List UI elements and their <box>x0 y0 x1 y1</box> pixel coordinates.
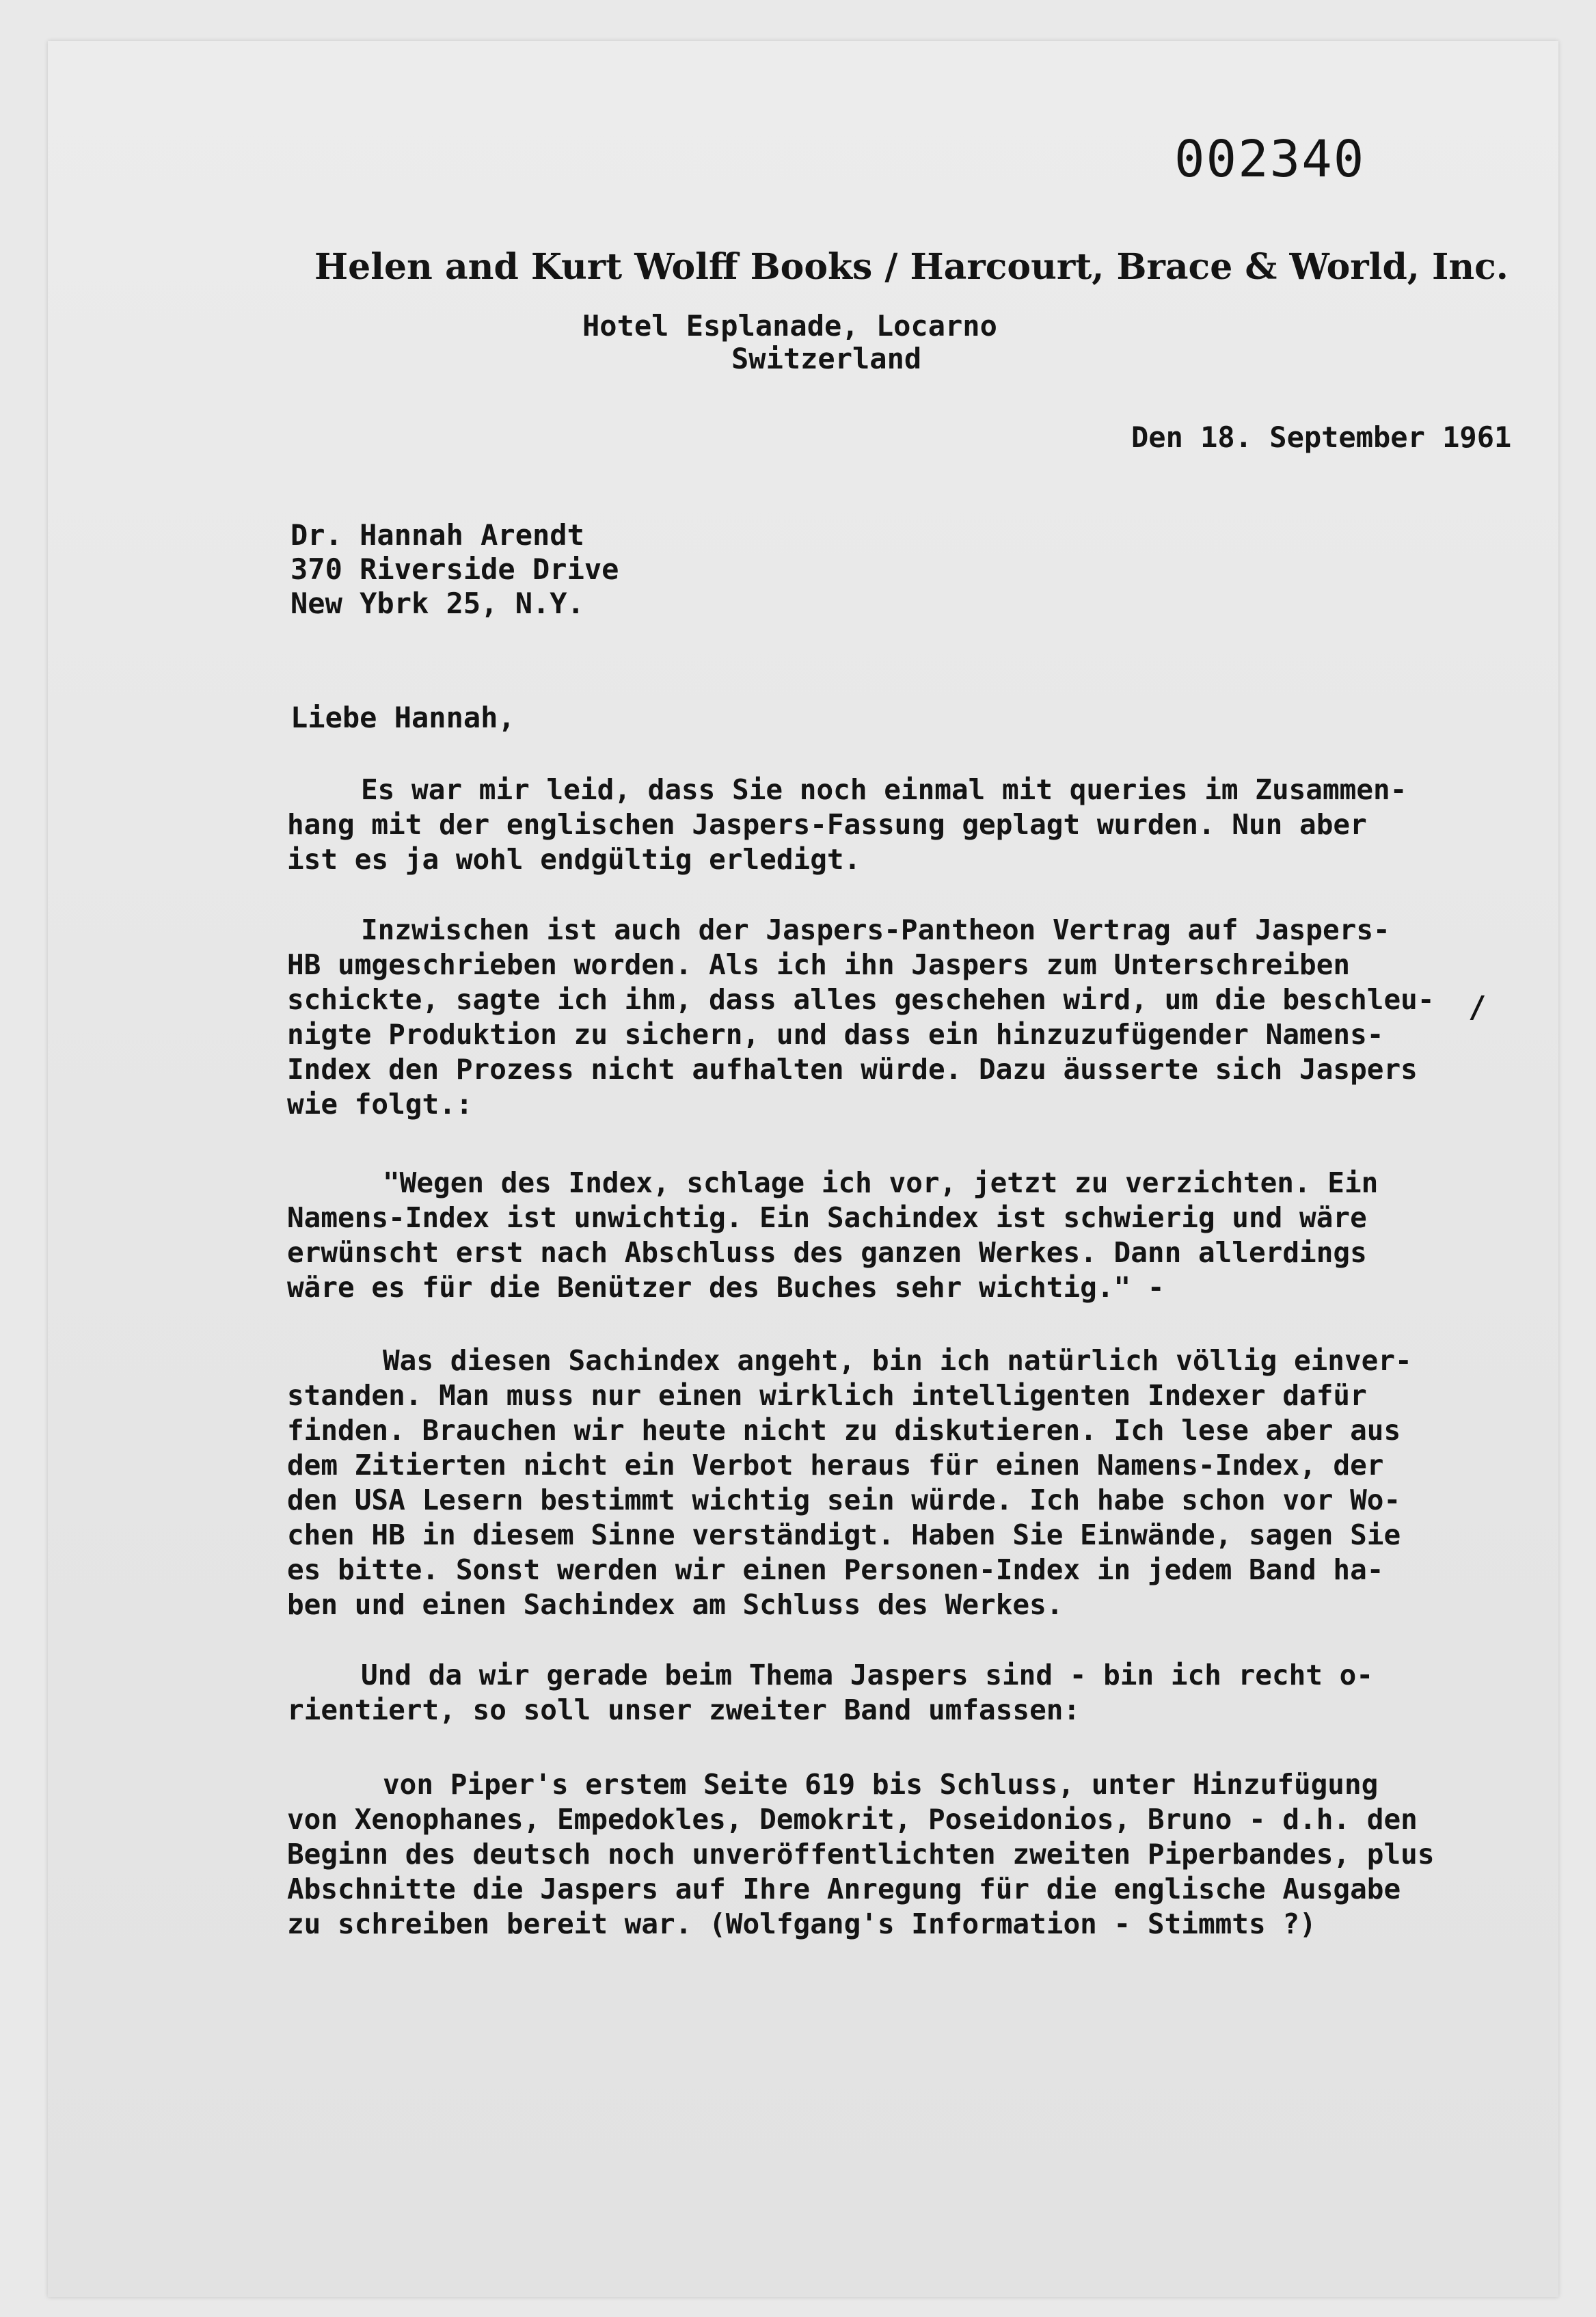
paragraph-line: ben und einen Sachindex am Schluss des Werkes. <box>287 1588 1064 1621</box>
quote-line: "Wegen des Index, schlage ich vor, jetzt zu verzichten. Ein <box>383 1166 1379 1199</box>
paragraph-line: Index den Prozess nicht aufhalten würde. Dazu äusserte sich Jaspers <box>287 1053 1418 1086</box>
paragraph-line: Und da wir gerade beim Thema Jaspers sind - bin ich recht o- <box>361 1659 1374 1691</box>
recipient-name: Dr. Hannah Arendt <box>290 518 584 552</box>
paragraph-line: Beginn des deutsch noch unveröffentlichten zweiten Piperbandes, plus <box>287 1838 1435 1871</box>
recipient-city: New Ybrk 25, N.Y. <box>290 587 584 620</box>
paragraph-2 <box>287 913 1435 1122</box>
paragraph-line: chen HB in diesem Sinne verständigt. Haben Sie Einwände, sagen Sie <box>287 1518 1401 1551</box>
paragraph-line: wie folgt.: <box>287 1088 473 1121</box>
paragraph-line: Inzwischen ist auch der Jaspers-Pantheon Vertrag auf Jaspers- <box>361 913 1390 946</box>
quote-line: erwünscht erst nach Abschluss des ganzen Werkes. Dann allerdings <box>287 1236 1367 1269</box>
paragraph-line: Abschnitte die Jaspers auf Ihre Anregung für die englische Ausgabe <box>287 1873 1401 1905</box>
paragraph-line: standen. Man muss nur einen wirklich intelligenten Indexer dafür <box>287 1379 1367 1412</box>
quote-line: Namens-Index ist unwichtig. Ein Sachindex ist schwierig und wäre <box>287 1201 1367 1234</box>
salutation: Liebe Hannah, <box>290 701 515 734</box>
paragraph-line: Es war mir leid, dass Sie noch einmal mit queries im Zusammen- <box>361 773 1407 806</box>
letter-date: Den 18. September 1961 <box>1131 420 1512 454</box>
paragraph-4 <box>287 1343 1412 1622</box>
paragraph-line: finden. Brauchen wir heute nicht zu diskutieren. Ich lese aber aus <box>287 1414 1401 1447</box>
sender-address-line-1: Hotel Esplanade, Locarno <box>582 309 997 343</box>
paragraph-6 <box>287 1767 1435 1942</box>
paragraph-line: ist es ja wohl endgültig erledigt. <box>287 843 861 876</box>
paragraph-line: es bitte. Sonst werden wir einen Personen-Index in jedem Band ha- <box>287 1553 1384 1586</box>
quotation-paragraph <box>287 1166 1378 1305</box>
document-number: 002340 <box>1174 130 1366 189</box>
paragraph-line: nigte Produktion zu sichern, und dass ein hinzuzufügender Namens- <box>287 1018 1384 1051</box>
quote-line: wäre es für die Benützer des Buches sehr wichtig." - <box>287 1271 1165 1304</box>
paragraph-1 <box>287 773 1407 877</box>
recipient-street: 370 Riverside Drive <box>290 552 619 586</box>
paragraph-line: von Xenophanes, Empedokles, Demokrit, Poseidonios, Bruno - d.h. den <box>287 1803 1418 1836</box>
paragraph-line: dem Zitierten nicht ein Verbot heraus für einen Namens-Index, der <box>287 1449 1384 1482</box>
letterhead: Helen and Kurt Wolff Books / Harcourt, Brace & World, Inc. <box>314 246 1509 288</box>
paragraph-line: rientiert, so soll unser zweiter Band umfassen: <box>287 1693 1081 1726</box>
correction-mark: / <box>1468 990 1487 1025</box>
paragraph-line: hang mit der englischen Jaspers-Fassung geplagt wurden. Nun aber <box>287 808 1367 841</box>
paragraph-5 <box>287 1658 1373 1728</box>
paragraph-line: HB umgeschrieben worden. Als ich ihn Jaspers zum Unterschreiben <box>287 948 1351 981</box>
paragraph-line: zu schreiben bereit war. (Wolfgang's Information - Stimmts ?) <box>287 1907 1316 1940</box>
paragraph-line: den USA Lesern bestimmt wichtig sein würde. Ich habe schon vor Wo- <box>287 1484 1401 1516</box>
sender-address-line-2: Switzerland <box>731 342 922 375</box>
paragraph-line: schickte, sagte ich ihm, dass alles geschehen wird, um die beschleu- <box>287 983 1435 1016</box>
paragraph-line: von Piper's erstem Seite 619 bis Schluss, unter Hinzufügung <box>383 1768 1379 1801</box>
paragraph-line: Was diesen Sachindex angeht, bin ich natürlich völlig einver- <box>383 1344 1412 1377</box>
